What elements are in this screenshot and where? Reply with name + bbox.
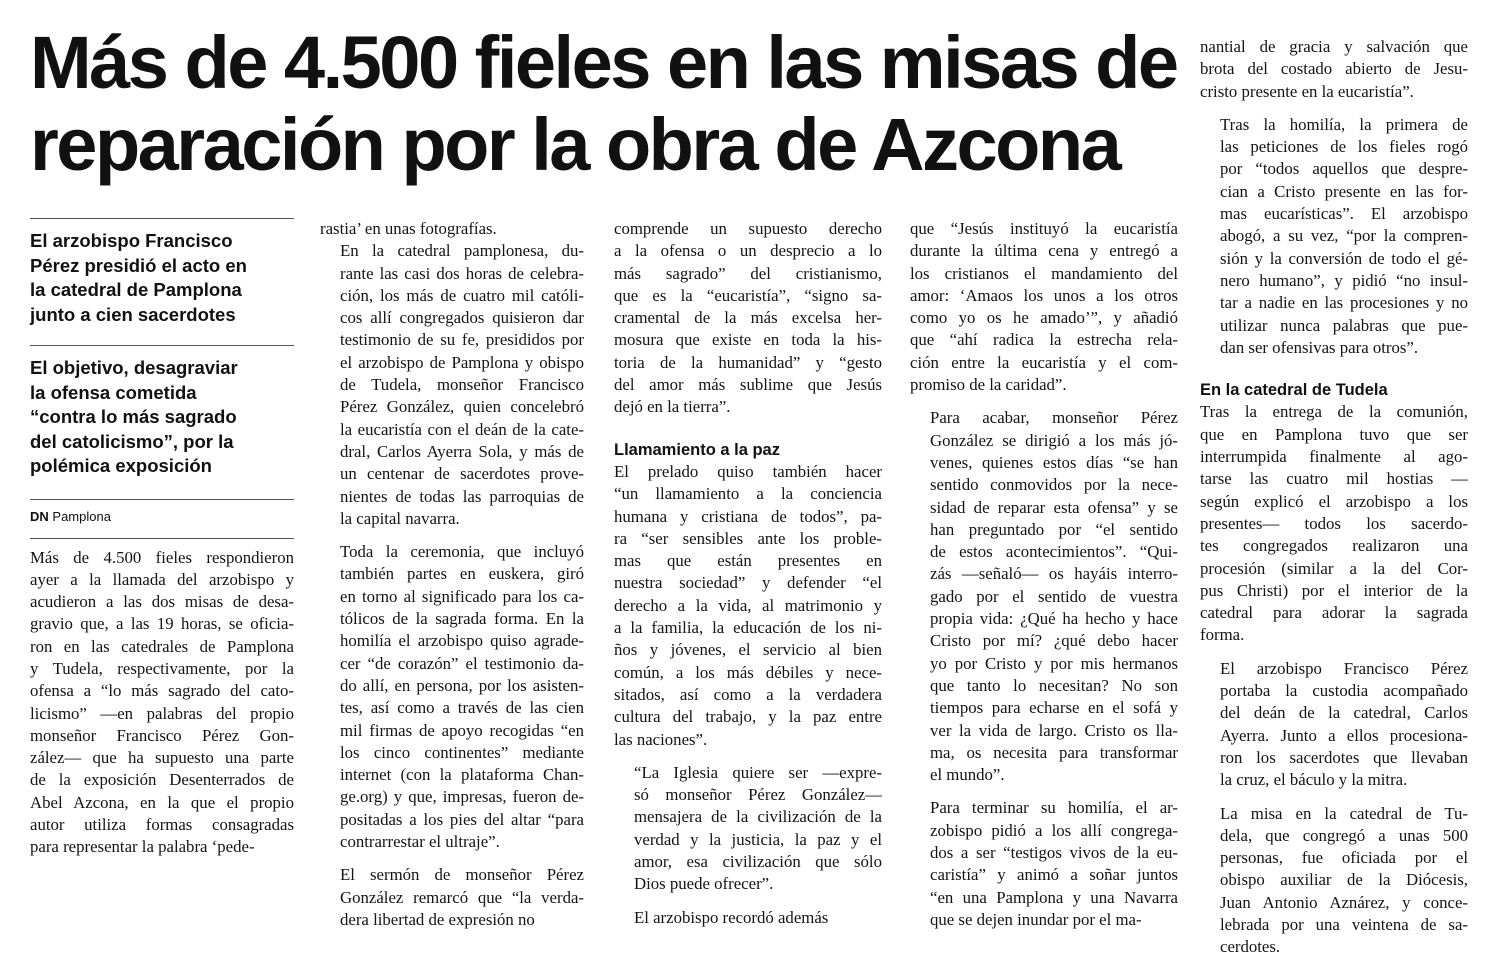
text-line: cristo presente en la eucaristía”. <box>1200 81 1414 101</box>
text-line: internet (con la plataforma Chan- <box>340 765 584 785</box>
text-line: zobispo pidió a los allí congrega- <box>930 820 1178 840</box>
text-line: rante las casi dos horas de celebra- <box>340 263 584 283</box>
text-line: procesión (similar a la del Cor- <box>1200 558 1468 578</box>
text-line: tes congregados realizaron una <box>1200 536 1468 556</box>
paragraph <box>614 762 882 896</box>
text-line: dejó en la tierra”. <box>614 397 731 417</box>
text-line: monseñor Francisco Pérez Gon- <box>30 725 294 745</box>
text-line: tiempos para echarse en el sofá y <box>930 698 1178 718</box>
text-line: dos a ser “testigos vivos de la eu- <box>930 843 1178 863</box>
text-line: González remarcó que “la verda- <box>340 887 584 907</box>
text-line: mas eucarísticas”. El arzobispo <box>1220 204 1468 224</box>
text-line: ge.org) y que, impresas, fueron de- <box>340 787 584 807</box>
text-line: las peticiones de los fieles rogó <box>1220 137 1468 157</box>
text-line: del deán de la catedral, Carlos <box>1220 703 1468 723</box>
byline-source: DN <box>30 508 49 524</box>
paragraph <box>614 907 882 929</box>
text-line: interrumpida finalmente al ago- <box>1200 447 1468 467</box>
text-line: homilía el arzobispo quiso agrade- <box>340 631 584 651</box>
paragraph <box>910 218 1178 396</box>
text-line: gado por el sentido de vuestra <box>930 586 1178 606</box>
text-line: que es la “eucaristía”, “signo sa- <box>614 285 882 305</box>
paragraph <box>1200 114 1468 359</box>
deck-line: junto a cien sacerdotes <box>30 303 236 325</box>
text-line: acudieron a las dos misas de desa- <box>30 592 294 612</box>
deck-line: El arzobispo Francisco <box>30 230 233 251</box>
text-line: González se dirigió a los más jó- <box>930 430 1178 450</box>
headline-line-1: Más de 4.500 fieles en las misas de <box>30 21 1177 104</box>
text-line: lebrada por una veintena de sa- <box>1220 914 1468 934</box>
text-line: nuestra sociedad” y defender “el <box>614 573 882 593</box>
text-line: según explicó el arzobispo a los <box>1200 491 1468 511</box>
text-line: ofensa a “lo más sagrado del cato- <box>30 681 294 701</box>
text-line: que en Pamplona tuvo que ser <box>1200 424 1468 444</box>
text-line: ron en las catedrales de Pamplona <box>30 636 294 656</box>
text-line: Toda la ceremonia, que incluyó <box>340 542 584 562</box>
deck-1 <box>30 229 294 327</box>
paragraph <box>614 461 882 751</box>
text-line: humana y cristiana de todos”, pa- <box>614 506 882 526</box>
text-line: dral, Carlos Ayerra Sola, y más de <box>340 441 584 461</box>
paragraph <box>320 541 584 853</box>
text-line: también partes en euskera, giró <box>340 564 584 584</box>
text-line: obispo auxiliar de la Diócesis, <box>1220 870 1468 890</box>
text-line: ción entre la eucaristía y el com- <box>910 352 1178 372</box>
text-line: sidad de reparar esta ofensa” y se <box>930 497 1178 517</box>
text-line: más sagrado” del cristianismo, <box>614 263 882 283</box>
deck-line: Pérez presidió el acto en <box>30 254 247 276</box>
paragraph <box>614 218 882 419</box>
paragraph <box>1200 658 1468 792</box>
text-line: Ayerra. Junto a ellos procesiona- <box>1220 725 1468 745</box>
text-line: forma. <box>1200 625 1245 645</box>
text-line: que tanto lo necesitan? No son <box>930 675 1178 695</box>
text-line: pus Christi) por el interior de la <box>1200 580 1468 600</box>
text-line: tarse las cuatro mil hostias — <box>1200 469 1468 489</box>
text-line: y Tudela, respectivamente, por la <box>30 658 294 678</box>
text-line: amor, esa civilización que sólo <box>634 852 882 872</box>
deck-line: la catedral de Pamplona <box>30 279 242 300</box>
text-line: mil firmas de apoyo recogidas “en <box>340 720 584 740</box>
paragraph <box>30 547 294 859</box>
column-3 <box>614 218 882 929</box>
text-line: la cruz, el báculo y la mitra. <box>1220 770 1408 790</box>
column-2 <box>320 218 584 931</box>
text-line: dera libertad de expresión no <box>340 909 535 929</box>
text-line: dela, que congregó a unas 500 <box>1220 825 1468 845</box>
text-line: el arzobispo de Pamplona y obispo <box>340 352 584 372</box>
text-line: tes, así como a través de las cien <box>340 698 584 718</box>
text-line: Más de 4.500 fieles respondieron <box>30 547 294 567</box>
text-line: positadas a los pies del altar “para <box>340 809 584 829</box>
text-line: abogó, a su vez, “por la compren- <box>1220 226 1468 246</box>
text-line: mosura que existe en toda la his- <box>614 330 882 350</box>
text-line: nantial de gracia y salvación que <box>1200 37 1468 56</box>
text-line: a la familia, la educación de los ni- <box>614 618 882 638</box>
text-line: Pérez González, quien concelebró <box>340 397 584 417</box>
text-line: por “todos aquellos que despre- <box>1220 159 1468 179</box>
deck-line: El objetivo, desagraviar <box>30 357 238 378</box>
text-line: testimonio de su fe, presididos por <box>340 330 584 350</box>
text-line: personas, fue oficiada por el <box>1220 848 1468 868</box>
column-4 <box>910 218 1178 931</box>
deck-line: polémica exposición <box>30 455 212 476</box>
text-line: verdad y la justicia, la paz y el <box>634 829 882 849</box>
text-line: gravio que, a las 19 horas, se oficia- <box>30 614 294 634</box>
text-line: portaba la custodia acompañado <box>1220 681 1468 701</box>
text-line: que “ahí radica la estrecha rela- <box>910 330 1178 350</box>
text-line: Abel Azcona, en la que el propio <box>30 792 294 812</box>
text-line: propia vida: ¿Qué ha hecho y hace <box>930 609 1178 629</box>
text-line: sitados, así como a la verdadera <box>614 684 882 704</box>
deck-line: “contra lo más sagrado <box>30 406 237 427</box>
text-line: sión y la conversión de todo el gé- <box>1220 248 1468 268</box>
text-line: los cristianos el mandamiento del <box>910 263 1178 283</box>
text-line: la eucaristía con el deán de la cate- <box>340 419 584 439</box>
text-line: El sermón de monseñor Pérez <box>340 865 584 885</box>
text-line: ron los sacerdotes que llevaban <box>1220 747 1468 767</box>
deck-line: del catolicismo”, por la <box>30 430 234 452</box>
text-line: amor: ‘Amaos los unos a los otros <box>910 285 1178 305</box>
text-line: el mundo”. <box>930 765 1005 785</box>
text-line: dan ser ofensivas para otros”. <box>1220 337 1419 357</box>
text-line: “un llamamiento a la conciencia <box>614 484 882 504</box>
text-line: en torno al significado para los ca- <box>340 586 584 606</box>
text-line: ción, los más de cuatro mil católi- <box>340 285 584 305</box>
text-line: tólicos de la sagrada forma. En la <box>340 609 584 629</box>
paragraph <box>1200 401 1468 646</box>
text-line: de estos acontecimientos”. “Qui- <box>930 542 1178 562</box>
text-line: del amor más sublime que Jesús <box>614 375 882 395</box>
paragraph <box>1200 803 1468 959</box>
text-line: mas que están presentes en <box>614 551 882 571</box>
paragraph <box>1200 36 1468 103</box>
text-line: cerdotes. <box>1220 937 1281 957</box>
text-line: cramental de la más excelsa her- <box>614 308 882 328</box>
text-line: cian a Cristo presente en las for- <box>1220 181 1468 201</box>
paragraph <box>910 407 1178 786</box>
text-line: a la ofensa o un desprecio a lo <box>614 241 882 261</box>
text-line: brota del costado abierto de Jesu- <box>1200 59 1468 79</box>
text-line: En la catedral pamplonesa, du- <box>340 241 584 261</box>
text-line: como yo os he amado’”, y añadió <box>910 308 1178 328</box>
text-line: Juan Antonio Aznárez, y conce- <box>1220 892 1468 912</box>
text-line: Para terminar su homilía, el ar- <box>930 798 1178 818</box>
text-line: só monseñor Pérez González— <box>634 785 882 805</box>
text-line: venes, quienes estos días “se han <box>930 452 1178 472</box>
text-line: promiso de la caridad”. <box>910 375 1067 395</box>
deck-2 <box>30 356 294 479</box>
column-1 <box>30 218 294 859</box>
text-line: utilizar nunca palabras que pue- <box>1220 315 1468 335</box>
text-line: que se dejen inundar por el ma- <box>930 909 1142 929</box>
text-line: Cristo por mí? ¿qué debo hacer <box>930 631 1178 651</box>
text-line: mensajera de la civilización de la <box>634 807 882 827</box>
byline-place: Pamplona <box>52 508 111 524</box>
text-line: derecho a la vida, al matrimonio y <box>614 595 882 615</box>
headline <box>30 22 1180 186</box>
text-line: La misa en la catedral de Tu- <box>1220 803 1468 823</box>
text-line: autor utiliza formas consagradas <box>30 815 294 835</box>
paragraph <box>320 240 584 530</box>
text-line: El arzobispo recordó además <box>634 907 829 927</box>
text-line: las naciones”. <box>614 729 708 749</box>
text-line: toria de la humanidad” y “gesto <box>614 352 882 372</box>
text-line: zález— que ha supuesto una parte <box>30 748 294 768</box>
text-line: El arzobispo Francisco Pérez <box>1220 658 1468 678</box>
text-line: catedral para adorar la sagrada <box>1200 603 1468 623</box>
headline-line-2: reparación por la obra de Azcona <box>30 103 1120 186</box>
text-line: contrarrestar el ultraje”. <box>340 832 500 852</box>
text-line: común, a los más débiles y nece- <box>614 662 882 682</box>
text-line: nero humano”, y pidió “no insul- <box>1220 270 1468 290</box>
text-line: ños y jóvenes, el servicio al bien <box>614 640 882 660</box>
text-line: cultura del trabajo, y la paz entre <box>614 707 882 727</box>
text-line: cos allí congregados quisieron dar <box>340 308 584 328</box>
text-line: un centenar de sacerdotes prove- <box>340 464 584 484</box>
text-line: do allí, en persona, por los asisten- <box>340 675 584 695</box>
text-line: comprende un supuesto derecho <box>614 219 882 238</box>
text-line: nientes de todas las parroquias de <box>340 486 584 506</box>
text-line: para representar la palabra ‘pede- <box>30 837 255 857</box>
text-line: Tras la homilía, la primera de <box>1220 114 1468 134</box>
paragraph <box>320 864 584 931</box>
text-line: durante la última cena y entregó a <box>910 241 1178 261</box>
text-line: la capital navarra. <box>340 508 460 528</box>
section-subhead: En la catedral de Tudela <box>1200 381 1388 400</box>
section-subhead: Llamamiento a la paz <box>614 440 780 459</box>
text-line: yo por Cristo y por mis hermanos <box>930 653 1178 673</box>
text-line: caristía” y animó a soñar juntos <box>930 865 1178 885</box>
text-line: zás —señaló— os hayáis interro- <box>930 564 1178 584</box>
text-line: presentes— todos los sacerdo- <box>1200 513 1468 533</box>
text-line: han preguntado por “el sentido <box>930 519 1178 539</box>
text-line: “en una Pamplona y una Navarra <box>930 887 1178 907</box>
text-line: cer “de corazón” el testimonio da- <box>340 653 584 673</box>
text-line: Tras la entrega de la comunión, <box>1200 402 1468 422</box>
text-line: ayer a la llamada del arzobispo y <box>30 569 294 589</box>
text-line: “La Iglesia quiere ser —expre- <box>634 762 882 782</box>
text-line: ma, os necesita para transformar <box>930 742 1178 762</box>
text-line: El prelado quiso también hacer <box>614 461 882 481</box>
paragraph <box>320 218 584 240</box>
deck-line: la ofensa cometida <box>30 381 197 403</box>
text-line: licismo” —en palabras del propio <box>30 703 294 723</box>
text-line: de Tudela, monseñor Francisco <box>340 375 584 395</box>
text-line: ver la vida de largo. Cristo os lla- <box>930 720 1178 740</box>
column-5 <box>1200 36 1468 959</box>
text-line: Dios puede ofrecer”. <box>634 874 774 894</box>
text-line: tar a nadie en las procesiones y no <box>1220 293 1468 313</box>
paragraph <box>910 797 1178 931</box>
text-line: rastia’ en unas fotografías. <box>320 219 497 238</box>
text-line: ra “ser sensibles ante los proble- <box>614 528 882 548</box>
text-line: los cinco continentes” mediante <box>340 742 584 762</box>
byline <box>30 508 294 526</box>
text-line: de la exposición Desenterrados de <box>30 770 294 790</box>
text-line: que “Jesús instituyó la eucaristía <box>910 219 1178 238</box>
text-line: Para acabar, monseñor Pérez <box>930 408 1178 428</box>
text-line: sentido conmovidos por la nece- <box>930 475 1178 495</box>
